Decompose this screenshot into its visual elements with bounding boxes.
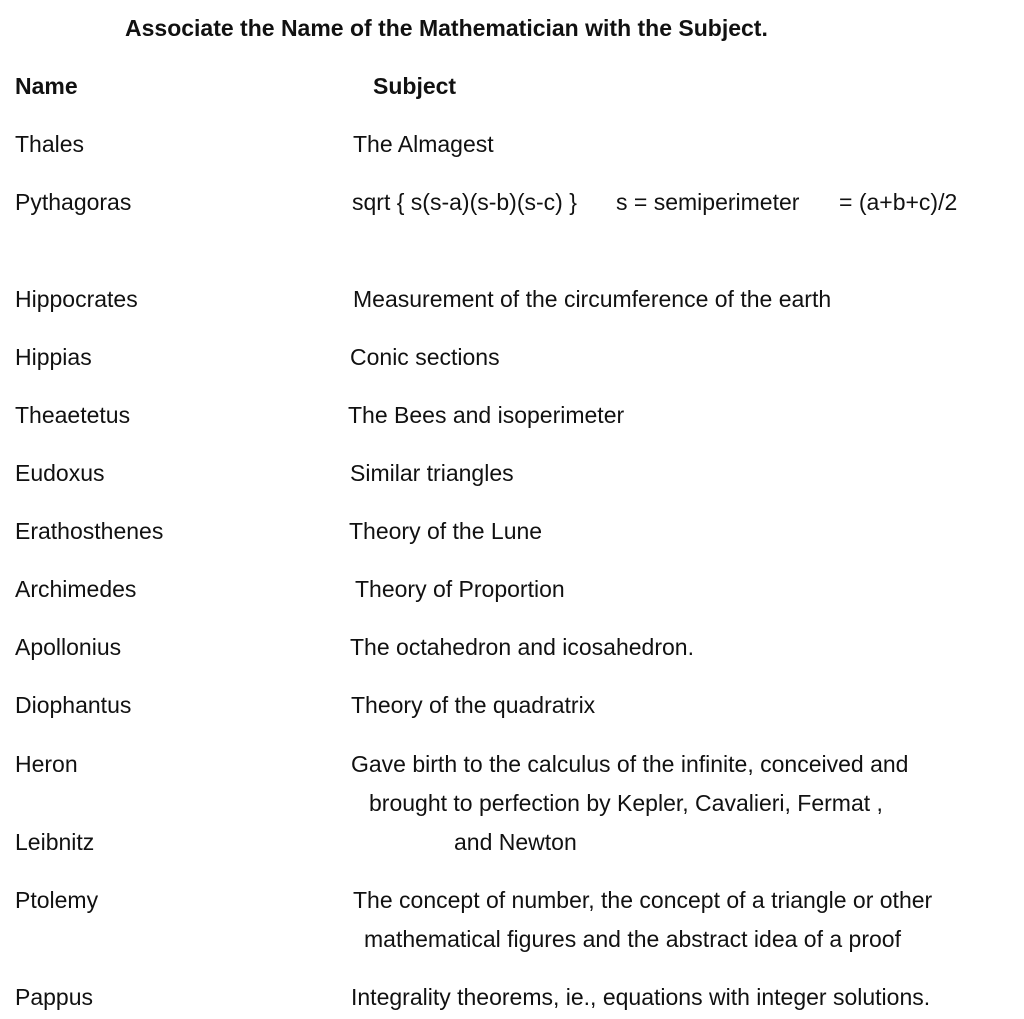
subject-item: Conic sections [350, 344, 500, 370]
subject-item: Similar triangles [350, 460, 514, 486]
subject-item: Integrality theorems, ie., equations with integer solutions. [351, 984, 931, 1010]
name-item: Hippias [15, 344, 92, 370]
page-title: Associate the Name of the Mathematician with the Subject. [125, 15, 768, 41]
name-item: Erathosthenes [15, 518, 164, 544]
name-item: Pythagoras [15, 189, 132, 215]
name-item: Archimedes [15, 576, 137, 602]
name-item: Theaetetus [15, 402, 131, 428]
subject-item-calculus-line: brought to perfection by Kepler, Cavalieri, Fermat , [369, 790, 883, 816]
subject-item: The Bees and isoperimeter [348, 402, 625, 428]
subject-item-semiperimeter-formula: = (a+b+c)/2 [839, 189, 958, 215]
subject-item: Measurement of the circumference of the earth [353, 286, 832, 312]
name-item: Apollonius [15, 634, 122, 660]
name-item: Diophantus [15, 692, 132, 718]
subject-item-calculus-line: Gave birth to the calculus of the infinite, conceived and [351, 751, 909, 777]
subject-item: The Almagest [353, 131, 494, 157]
subject-item: Theory of Proportion [355, 576, 565, 602]
subject-item-semiperimeter: s = semiperimeter [616, 189, 800, 215]
subject-item-calculus-line: and Newton [454, 829, 577, 855]
subject-item: Theory of the quadratrix [351, 692, 596, 718]
subject-item: Theory of the Lune [349, 518, 543, 544]
name-item: Hippocrates [15, 286, 138, 312]
name-item: Pappus [15, 984, 94, 1010]
subject-item-concept-line: mathematical figures and the abstract idea of a proof [364, 926, 901, 952]
subject-item-formula: sqrt { s(s-a)(s-b)(s-c) } [352, 189, 577, 215]
name-item: Thales [15, 131, 85, 157]
name-item: Heron [15, 751, 78, 777]
name-item: Leibnitz [15, 829, 95, 855]
name-item: Eudoxus [15, 460, 105, 486]
subject-item-concept-line: The concept of number, the concept of a triangle or other [353, 887, 933, 913]
subject-item: The octahedron and icosahedron. [350, 634, 694, 660]
name-column-header: Name [15, 73, 78, 99]
name-item: Ptolemy [15, 887, 99, 913]
subject-column-header: Subject [373, 73, 457, 99]
